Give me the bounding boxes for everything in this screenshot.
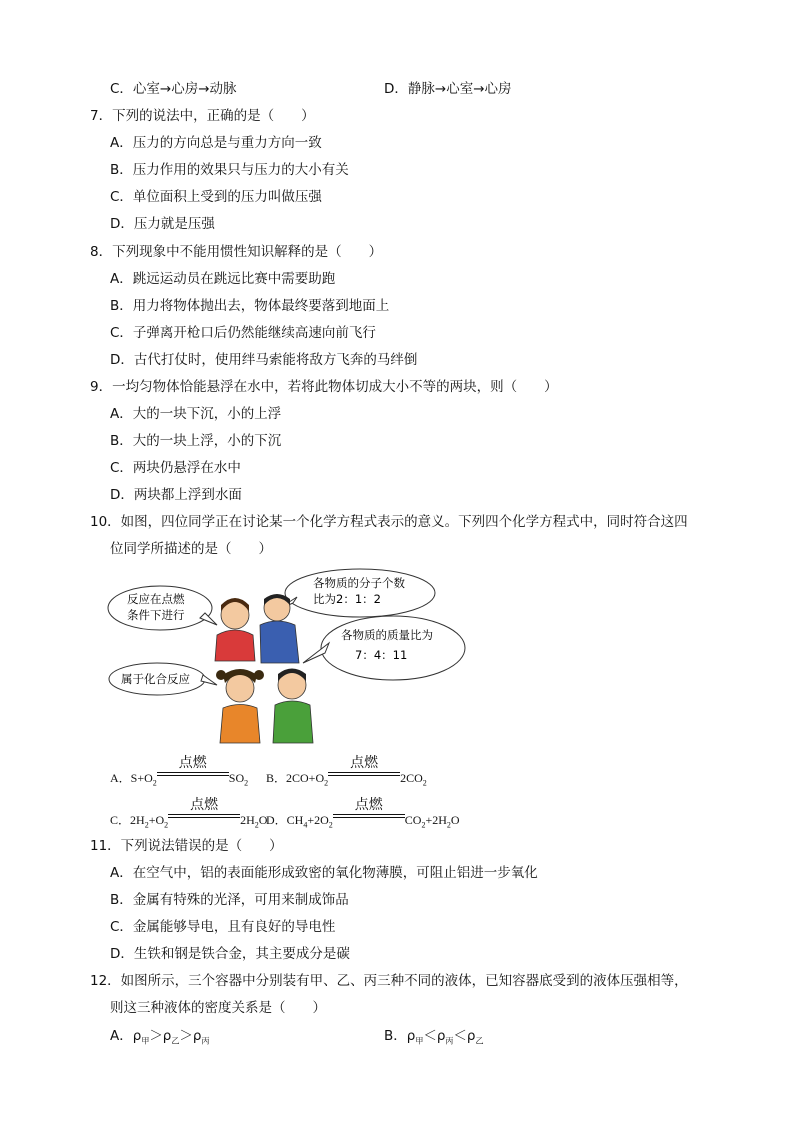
q9-option-c: C．两块仍悬浮在水中 bbox=[110, 460, 241, 476]
reaction-arrow: 点燃 bbox=[333, 806, 405, 824]
q7-option-c: C．单位面积上受到的压力叫做压强 bbox=[110, 189, 322, 205]
bubble-1-line2: 条件下进行 bbox=[127, 608, 185, 622]
q11-option-b: B．金属有特殊的光泽，可用来制成饰品 bbox=[110, 892, 349, 908]
q8-option-b: B．用力将物体抛出去，物体最终要落到地面上 bbox=[110, 298, 390, 314]
student-3 bbox=[216, 669, 264, 743]
students-discussion-figure bbox=[105, 563, 485, 748]
q11-option-d: D．生铁和钢是铁合金，其主要成分是碳 bbox=[110, 946, 350, 962]
q12-stem-line1: 12．如图所示，三个容器中分别装有甲、乙、丙三种不同的液体，已知容器底受到的液体压强相等， bbox=[90, 973, 688, 989]
reaction-arrow: 点燃 bbox=[168, 806, 240, 824]
q10-option-b: B．$2CO+O_2$ 点燃 $2CO_2$ bbox=[266, 755, 427, 788]
q10-option-c: C．$2H_2+O_2$ 点燃 $2H_2O$ bbox=[110, 797, 268, 830]
q12-option-b: B．$\rho_甲<\rho_丙<\rho_乙$ bbox=[384, 1028, 484, 1046]
q9-option-d: D．两块都上浮到水面 bbox=[110, 487, 242, 503]
q9-option-a: A．大的一块下沉，小的上浮 bbox=[110, 406, 282, 422]
q12-stem-line2: 则这三种液体的密度关系是（ ） bbox=[110, 1000, 326, 1016]
q7-option-a: A．压力的方向总是与重力方向一致 bbox=[110, 135, 322, 151]
reaction-arrow: 点燃 bbox=[157, 764, 229, 782]
bubble-3-line1: 各物质的质量比为 bbox=[341, 628, 433, 642]
bubble-2-line2: 比为2：1：2 bbox=[313, 592, 381, 606]
q7-option-b: B．压力作用的效果只与压力的大小有关 bbox=[110, 162, 349, 178]
q7-stem: 7．下列的说法中，正确的是（ ） bbox=[90, 108, 315, 124]
bubble-4-text: 属于化合反应 bbox=[121, 672, 190, 686]
q11-option-c: C．金属能够导电，且有良好的导电性 bbox=[110, 919, 336, 935]
q8-option-d: D．古代打仗时，使用绊马索能将敌方飞奔的马绊倒 bbox=[110, 352, 418, 368]
bubble-3-line2: 7：4：11 bbox=[355, 648, 408, 662]
q10-option-d: D．$CH_4+2O_2$ 点燃 $CO_2+2H_2O$ bbox=[266, 797, 460, 830]
bubble-2-line1: 各物质的分子个数 bbox=[313, 576, 405, 590]
reaction-arrow: 点燃 bbox=[328, 764, 400, 782]
q10-option-a: A．$S+O_2$ 点燃 $SO_2$ bbox=[110, 755, 249, 788]
q11-stem: 11．下列说法错误的是（ ） bbox=[90, 838, 283, 854]
q6-option-c: C．心室→心房→动脉 bbox=[110, 81, 237, 97]
student-1 bbox=[215, 598, 255, 661]
q8-option-c: C．子弹离开枪口后仍然能继续高速向前飞行 bbox=[110, 325, 376, 341]
q8-option-a: A．跳远运动员在跳远比赛中需要助跑 bbox=[110, 271, 336, 287]
q11-option-a: A．在空气中，铝的表面能形成致密的氧化物薄膜，可阻止铝进一步氧化 bbox=[110, 865, 538, 881]
q8-stem: 8．下列现象中不能用惯性知识解释的是（ ） bbox=[90, 244, 383, 260]
q10-stem-line2: 位同学所描述的是（ ） bbox=[110, 541, 272, 557]
q7-option-d: D．压力就是压强 bbox=[110, 216, 215, 232]
bubble-1-line1: 反应在点燃 bbox=[127, 592, 185, 606]
student-4 bbox=[273, 669, 313, 744]
q12-option-a: A．$\rho_甲>\rho_乙>\rho_丙$ bbox=[110, 1028, 210, 1046]
q9-stem: 9．一均匀物体恰能悬浮在水中，若将此物体切成大小不等的两块，则（ ） bbox=[90, 379, 558, 395]
q10-stem-line1: 10．如图，四位同学正在讨论某一个化学方程式表示的意义。下列四个化学方程式中，同时符合这四 bbox=[90, 514, 688, 530]
bubble-3-tail bbox=[303, 643, 329, 663]
q6-option-d: D．静脉→心室→心房 bbox=[384, 81, 512, 97]
q9-option-b: B．大的一块上浮，小的下沉 bbox=[110, 433, 282, 449]
students-illustration bbox=[105, 563, 485, 748]
